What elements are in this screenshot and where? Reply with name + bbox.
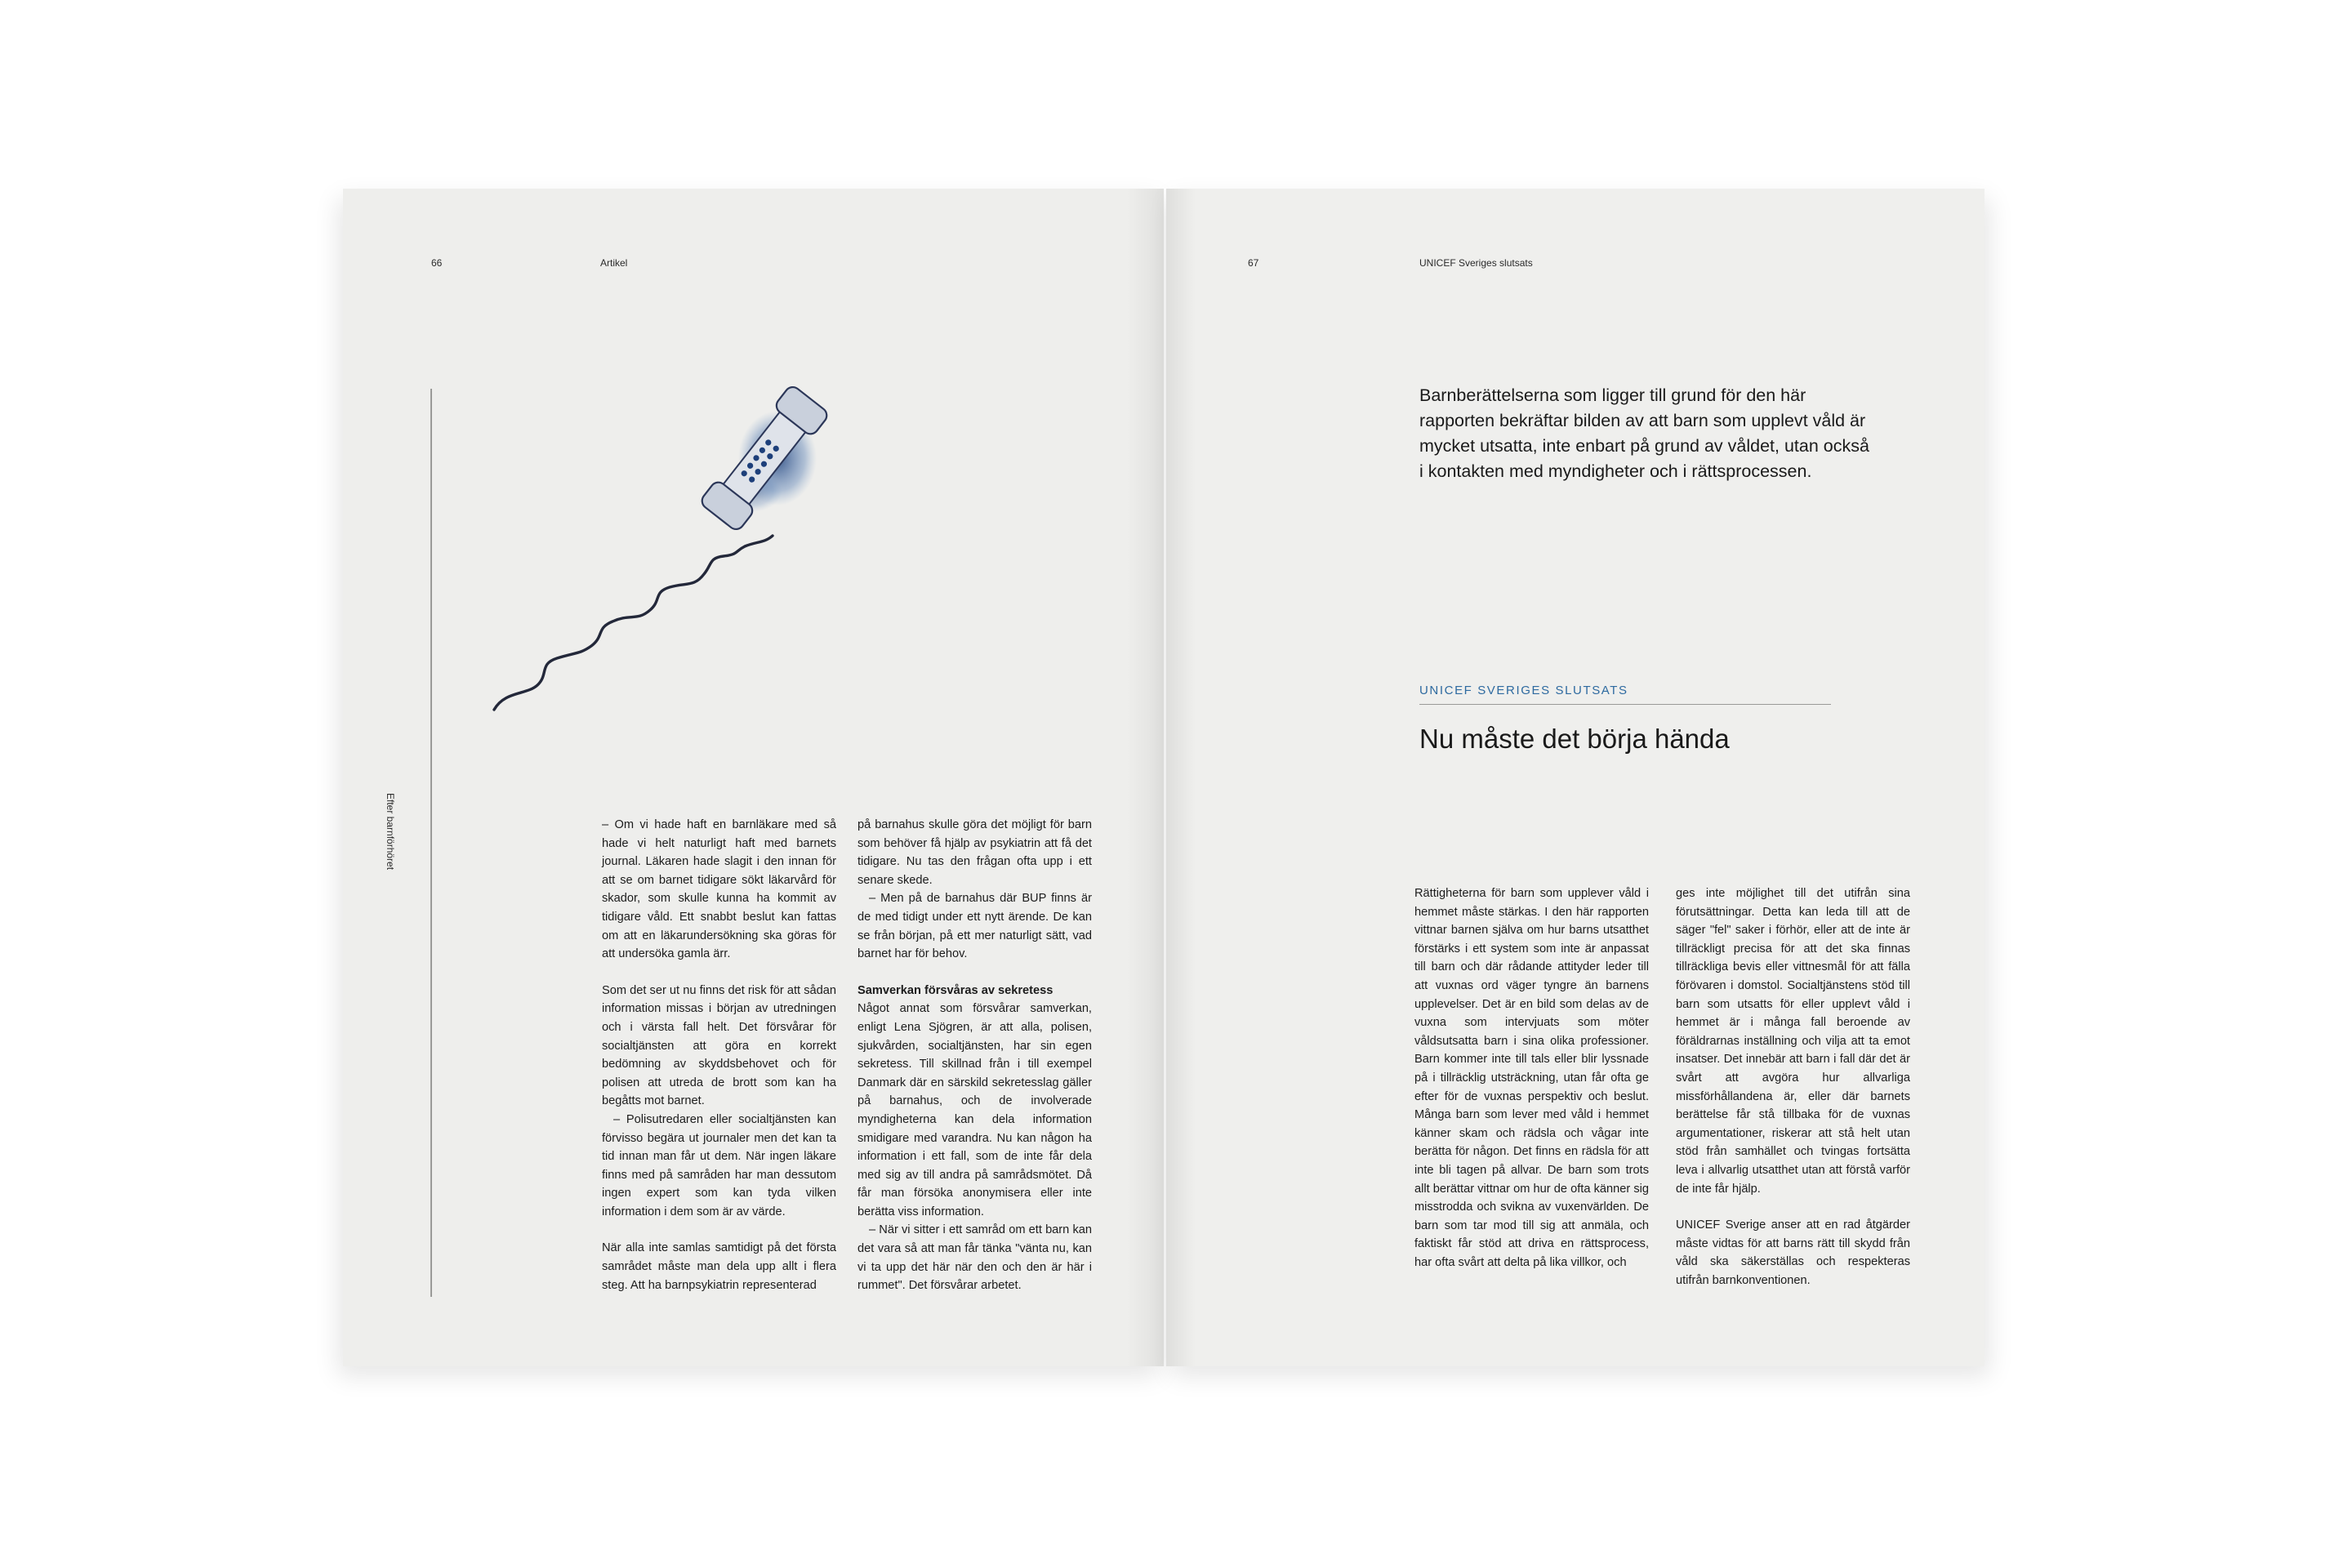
telephone-handset-with-cord-illustration <box>490 368 849 711</box>
paragraph: Som det ser ut nu finns det risk för att sådan information missas i början av utredningen och i värsta fall helt. Det försvårar för socialtjänsten att göra en korrekt bedömning av skyddsbehovet och för polisen att utreda de brott som kan ha begåtts mot barnet. <box>602 983 836 1108</box>
headline: Nu måste det börja hända <box>1419 724 1730 754</box>
telephone-cord <box>494 536 773 710</box>
paragraph: – Om vi hade haft en barnläkare med så hade vi helt naturligt haft med barnets journal. Läkaren hade slagit i den innan för att se om barnet tidigare sökt läkarvård för skador, som skulle kunna ha kommit av tidigare våld. Ett snabbt beslut kan fattas om att en läkarundersökning ska göras för att undersöka gamla ärr. <box>602 818 836 961</box>
margin-rule <box>430 389 432 1297</box>
section-title: Artikel <box>600 257 628 269</box>
gutter-shadow <box>1166 189 1196 1366</box>
paragraph: – Men på de barnahus där BUP finns är de med tidigt under ett nytt ärende. De kan se från början, på ett mer naturligt sätt, vad barnet har för behov. <box>858 892 1092 961</box>
text-column-1 <box>1414 884 1649 1272</box>
kicker-rule <box>1419 704 1831 705</box>
kicker-label: UNICEF SVERIGES SLUTSATS <box>1419 684 1628 697</box>
paragraph: på barnahus skulle göra det möjligt för barn som behöver få hjälp av psykiatrin att få det tidigare. Nu tas den frågan ofta upp i ett senare skede. <box>858 818 1092 887</box>
paragraph: – Polisutredaren eller socialtjänsten kan förvisso begära ut journaler men det kan ta tid innan man får ut dem. När ingen läkare finns med på samråden har man dessutom ingen expert som kan tyda vilken information i dem som är av värde. <box>602 1112 836 1218</box>
section-title: UNICEF Sveriges slutsats <box>1419 257 1533 269</box>
text-column-1 <box>602 816 836 1294</box>
page-number: 67 <box>1248 257 1259 269</box>
left-page <box>343 189 1164 1366</box>
paragraph: Rättigheterna för barn som upplever våld i hemmet måste stärkas. I den här rapporten vittnar barnen själva om hur barns utsatthet förstärks i ett system som inte är anpassat till barn och där rådande attityder leder till att vuxnas ord väger tyngre än barnens upplevelser. Det är en bild som delas av de vuxna som intervjuats som möter våldsutsatta barn i sina olika professioner. Barn kommer inte till tals eller blir lyssnade på i tillräcklig utsträckning, utan får ofta ge efter för de vuxnas perspektiv och beslut. Många barn som lever med våld i hemmet känner skam och rädsla och vågar inte berätta för någon. Det finns en rädsla för att inte bli tagen på allvar. De barn som trots allt berättar vittnar om hur de ofta känner sig misstrodda och svikna av vuxenvärlden. De barn som tar mod till sig att anmäla, och faktiskt får stöd att driva en rättsprocess, har ofta svårt att delta på lika villkor, och <box>1414 887 1649 1269</box>
text-column-2 <box>858 816 1092 1295</box>
subheading: Samverkan försvåras av sekretess <box>858 983 1054 997</box>
paragraph: ges inte möjlighet till det utifrån sina förutsättningar. Detta kan leda till att de säger "fel" saker i förhör, eller att de inte är tillräckligt precisa för att det ska finnas tillräckliga bevis eller vittnesmål för att fälla förövaren i domstol. Socialtjänstens stöd till barn som utsatts för eller upplevt våld i hemmet är i många fall beroende av föräldrarnas inställning och vilja att ta emot insatser. Det innebär att barn i fall där det är svårt att avgöra hur allvarliga missförhållandena är, eller där barnets berättelse får stå tillbaka för de vuxnas argumentationer, riskerar att stå helt utan stöd från samhället och tvingas fortsätta leva i allvarlig utsatthet utan att förstå varför de inte får hjälp. <box>1676 887 1910 1196</box>
side-label: Efter barnförhöret <box>385 793 396 871</box>
paragraph: – När vi sitter i ett samråd om ett barn kan det vara så att man får tänka "vänta nu, kan vi ta upp det här när den och den är här i rummet". Det försvårar arbetet. <box>858 1223 1092 1293</box>
lede-paragraph: Barnberättelserna som ligger till grund för den här rapporten bekräftar bilden av att barn som upplevt våld är mycket utsatta, inte enbart på grund av våldet, utan också i kontakten med myndigheter och i rättsprocessen. <box>1419 385 1869 481</box>
right-page <box>1166 189 1984 1366</box>
paragraph: Något annat som försvårar samverkan, enligt Lena Sjögren, är att alla, polisen, sjukvården, socialtjänsten, har sin egen sekretess. Till skillnad från i till exempel Danmark där en särskild sekretesslag gäller på barnahus, och de involverade myndigheterna kan dela information smidigare med varandra. Nu kan någon ha information i ett fall, som de inte får dela med sig av till andra på samrådsmötet. Då får man försöka anonymisera eller inte berätta viss information. <box>858 1002 1092 1218</box>
paragraph: UNICEF Sverige anser att en rad åtgärder måste vidtas för att barns rätt till skydd från våld ska säkerställas och respekteras utifrån barnkonventionen. <box>1676 1218 1910 1287</box>
text-column-2 <box>1676 884 1910 1290</box>
gutter-shadow <box>1126 189 1164 1366</box>
paragraph: När alla inte samlas samtidigt på det första samrådet måste man dela upp allt i flera steg. Att ha barnpsykiatrin representerad <box>602 1241 836 1292</box>
page-number: 66 <box>431 257 443 269</box>
